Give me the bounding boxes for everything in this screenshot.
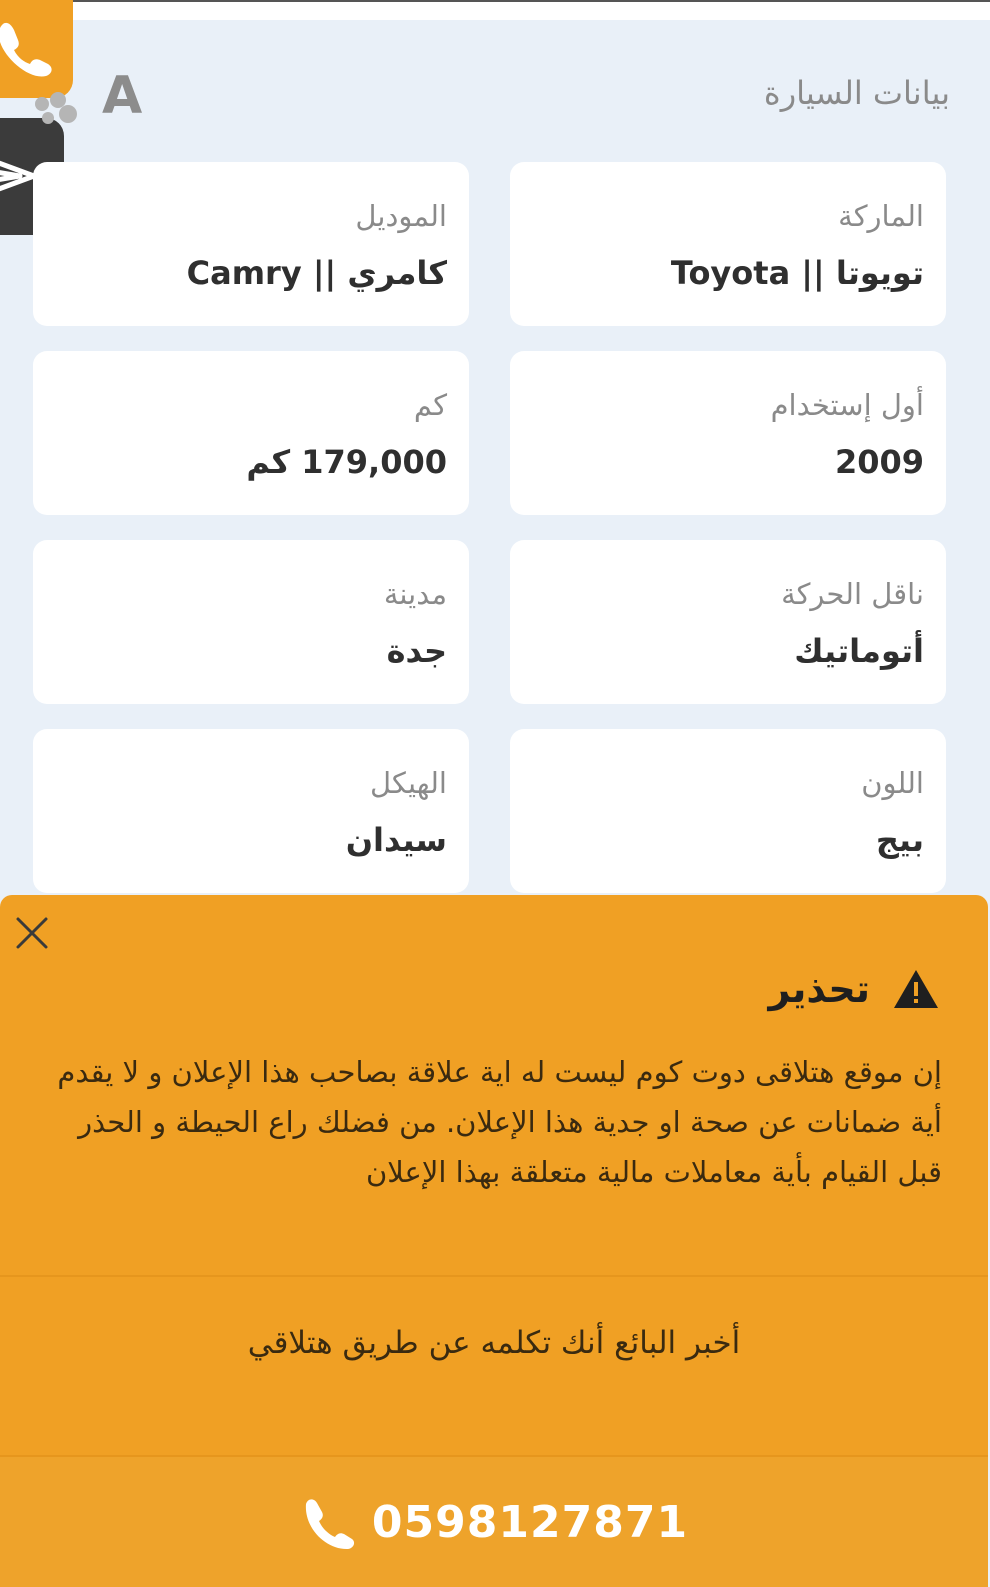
- top-edge: [0, 0, 990, 20]
- warning-triangle-icon: [892, 968, 940, 1010]
- warning-panel: [0, 895, 988, 1585]
- car-field-color: [510, 729, 946, 893]
- field-value: تويوتا || Toyota: [670, 254, 924, 292]
- tell-seller-note: أخبر البائع أنك تكلمه عن طريق هتلاقي: [247, 1325, 741, 1361]
- field-value: كامري || Camry: [186, 254, 447, 292]
- field-label: كم: [413, 388, 447, 422]
- car-field-mileage: [33, 351, 469, 515]
- close-icon[interactable]: [14, 915, 50, 951]
- field-value: جدة: [386, 632, 447, 670]
- font-size-controls[interactable]: [30, 66, 150, 136]
- section-title: بيانات السيارة: [763, 74, 950, 112]
- font-size-a-label[interactable]: A: [102, 66, 143, 126]
- field-value: 2009: [834, 443, 924, 481]
- field-label: الهيكل: [370, 766, 447, 800]
- phone-number[interactable]: 0598127871: [371, 1496, 689, 1548]
- field-value: أتوماتيك: [794, 632, 924, 670]
- field-value: سيدان: [345, 821, 447, 859]
- field-value: بيج: [875, 821, 924, 859]
- car-field-city: [33, 540, 469, 704]
- field-label: الموديل: [355, 199, 447, 233]
- field-label: اللون: [861, 766, 924, 800]
- phone-icon: [300, 1494, 356, 1550]
- warning-body: إن موقع هتلاقى دوت كوم ليست له اية علاقة بصاحب هذا الإعلان و لا يقدم أية ضمانات عن صحة او جدية هذا الإعلان. من فضلك راع الحيطة و الحذر قبل القيام بأية معاملات مالية متعلقة بهذا الإعلان: [57, 1055, 942, 1189]
- field-label: الماركة: [838, 199, 924, 233]
- field-label: مدينة: [383, 577, 447, 611]
- font-size-dots-icon: [30, 90, 80, 130]
- car-field-transmission: [510, 540, 946, 704]
- car-field-model: [33, 162, 469, 326]
- warning-title-text: تحذير: [768, 967, 870, 1011]
- field-label: ناقل الحركة: [781, 577, 924, 611]
- divider: [0, 1275, 988, 1277]
- warning-title: [768, 967, 940, 1011]
- car-field-body: [33, 729, 469, 893]
- call-seller-button[interactable]: [0, 1455, 988, 1587]
- car-field-first-use: [510, 351, 946, 515]
- field-value: 179,000 كم: [246, 443, 447, 481]
- field-label: أول إستخدام: [770, 388, 924, 422]
- car-field-brand: [510, 162, 946, 326]
